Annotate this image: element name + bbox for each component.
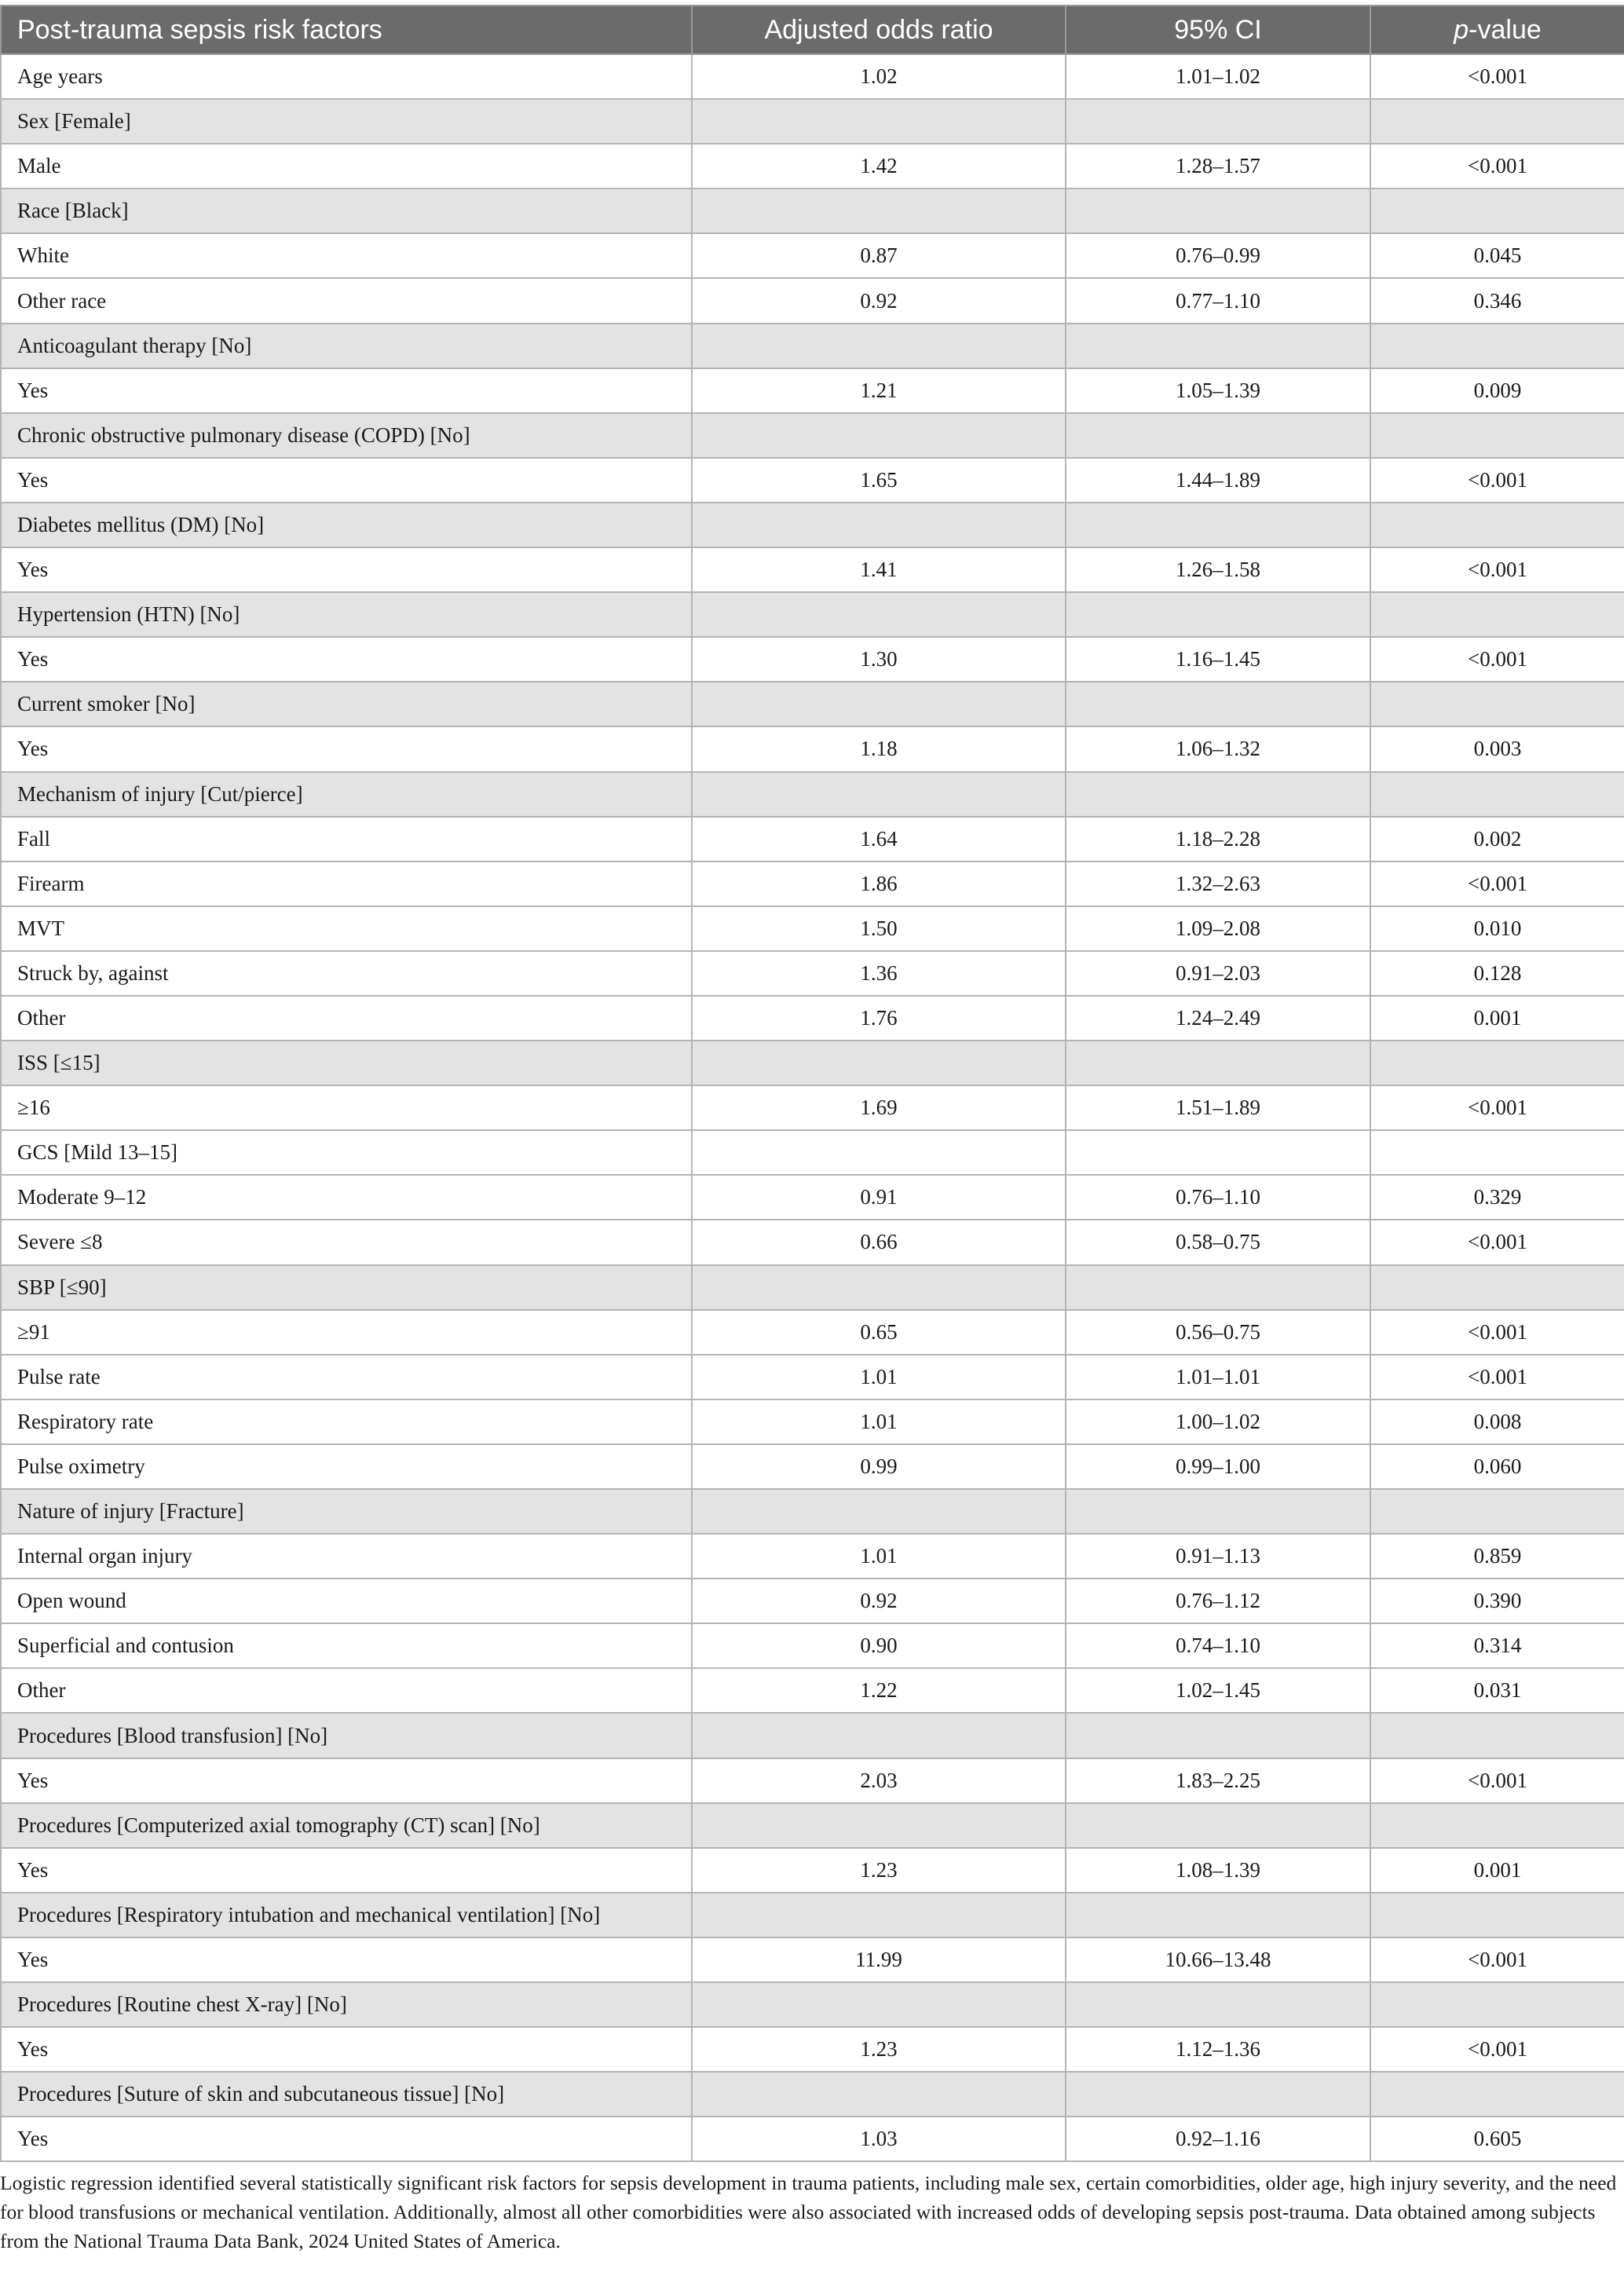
table-group-row bbox=[1, 1489, 1624, 1534]
cell-risk-factor: Pulse oximetry bbox=[1, 1444, 692, 1489]
cell-adjusted-odds-ratio: 0.91 bbox=[692, 1175, 1066, 1220]
cell-adjusted-odds-ratio: 0.90 bbox=[692, 1623, 1066, 1668]
table-group-row bbox=[1, 682, 1624, 726]
cell-risk-factor: Yes bbox=[1, 458, 692, 503]
cell-p-value: 0.031 bbox=[1370, 1668, 1624, 1713]
cell-p-value: <0.001 bbox=[1370, 637, 1624, 682]
cell-adjusted-odds-ratio bbox=[692, 1803, 1066, 1848]
cell-risk-factor: Hypertension (HTN) [No] bbox=[1, 592, 692, 637]
cell-risk-factor: Firearm bbox=[1, 862, 692, 906]
cell-adjusted-odds-ratio bbox=[692, 503, 1066, 547]
cell-adjusted-odds-ratio: 1.23 bbox=[692, 2027, 1066, 2072]
table-row bbox=[1, 54, 1624, 99]
table-row bbox=[1, 817, 1624, 862]
cell-95-ci: 1.18–2.28 bbox=[1066, 817, 1370, 862]
cell-risk-factor: Chronic obstructive pulmonary disease (COPD) [No] bbox=[1, 413, 692, 458]
cell-adjusted-odds-ratio: 1.69 bbox=[692, 1085, 1066, 1130]
cell-95-ci: 10.66–13.48 bbox=[1066, 1937, 1370, 1982]
cell-risk-factor: ≥16 bbox=[1, 1085, 692, 1130]
cell-p-value bbox=[1370, 1713, 1624, 1758]
cell-p-value: <0.001 bbox=[1370, 1355, 1624, 1399]
table-row bbox=[1, 458, 1624, 503]
cell-p-value bbox=[1370, 1803, 1624, 1848]
table-header bbox=[1, 5, 1624, 54]
cell-95-ci: 1.06–1.32 bbox=[1066, 726, 1370, 771]
table-group-row bbox=[1, 99, 1624, 144]
cell-adjusted-odds-ratio: 1.76 bbox=[692, 996, 1066, 1041]
cell-adjusted-odds-ratio bbox=[692, 1130, 1066, 1175]
cell-adjusted-odds-ratio: 1.42 bbox=[692, 144, 1066, 188]
cell-95-ci bbox=[1066, 503, 1370, 547]
cell-95-ci: 1.32–2.63 bbox=[1066, 862, 1370, 906]
table-row bbox=[1, 1758, 1624, 1803]
cell-95-ci bbox=[1066, 1803, 1370, 1848]
cell-adjusted-odds-ratio bbox=[692, 188, 1066, 233]
header-95-ci: 95% CI bbox=[1066, 5, 1370, 54]
cell-p-value bbox=[1370, 1130, 1624, 1175]
cell-risk-factor: Anticoagulant therapy [No] bbox=[1, 324, 692, 368]
cell-adjusted-odds-ratio bbox=[692, 772, 1066, 817]
table-row bbox=[1, 1085, 1624, 1130]
cell-95-ci: 1.83–2.25 bbox=[1066, 1758, 1370, 1803]
table-row bbox=[1, 951, 1624, 996]
cell-adjusted-odds-ratio: 1.01 bbox=[692, 1534, 1066, 1579]
cell-risk-factor: Age years bbox=[1, 54, 692, 99]
cell-p-value: <0.001 bbox=[1370, 144, 1624, 188]
cell-95-ci bbox=[1066, 1489, 1370, 1534]
cell-p-value bbox=[1370, 413, 1624, 458]
cell-risk-factor: Procedures [Suture of skin and subcutaneous tissue] [No] bbox=[1, 2072, 692, 2117]
cell-adjusted-odds-ratio: 0.92 bbox=[692, 278, 1066, 323]
table-group-row bbox=[1, 592, 1624, 637]
table-row bbox=[1, 1623, 1624, 1668]
cell-95-ci: 1.05–1.39 bbox=[1066, 368, 1370, 413]
cell-p-value: <0.001 bbox=[1370, 458, 1624, 503]
table-row bbox=[1, 1355, 1624, 1399]
header-p-value-italic: p bbox=[1454, 14, 1469, 45]
cell-risk-factor: Yes bbox=[1, 726, 692, 771]
table-body bbox=[1, 54, 1624, 2161]
table-group-row bbox=[1, 503, 1624, 547]
cell-95-ci: 1.00–1.02 bbox=[1066, 1399, 1370, 1444]
table-group-row bbox=[1, 1893, 1624, 1937]
cell-p-value: <0.001 bbox=[1370, 1220, 1624, 1264]
cell-95-ci bbox=[1066, 1893, 1370, 1937]
cell-p-value bbox=[1370, 324, 1624, 368]
cell-risk-factor: Yes bbox=[1, 2117, 692, 2161]
header-p-value-rest: -value bbox=[1469, 14, 1542, 45]
cell-risk-factor: Yes bbox=[1, 2027, 692, 2072]
table-row bbox=[1, 726, 1624, 771]
cell-p-value: 0.003 bbox=[1370, 726, 1624, 771]
cell-risk-factor: Yes bbox=[1, 1937, 692, 1982]
cell-p-value bbox=[1370, 1265, 1624, 1310]
cell-risk-factor: Procedures [Routine chest X-ray] [No] bbox=[1, 1982, 692, 2027]
cell-risk-factor: Severe ≤8 bbox=[1, 1220, 692, 1264]
cell-95-ci bbox=[1066, 1265, 1370, 1310]
cell-95-ci bbox=[1066, 1713, 1370, 1758]
cell-adjusted-odds-ratio: 1.01 bbox=[692, 1399, 1066, 1444]
cell-p-value: 0.010 bbox=[1370, 906, 1624, 951]
cell-95-ci: 0.76–1.10 bbox=[1066, 1175, 1370, 1220]
table-row bbox=[1, 1848, 1624, 1893]
cell-adjusted-odds-ratio bbox=[692, 2072, 1066, 2117]
header-p-value bbox=[1370, 5, 1624, 54]
cell-adjusted-odds-ratio bbox=[692, 1041, 1066, 1085]
table-row bbox=[1, 2117, 1624, 2161]
cell-risk-factor: GCS [Mild 13–15] bbox=[1, 1130, 692, 1175]
cell-risk-factor: Procedures [Computerized axial tomography (CT) scan] [No] bbox=[1, 1803, 692, 1848]
table-row bbox=[1, 906, 1624, 951]
table-row bbox=[1, 1130, 1624, 1175]
cell-risk-factor: ≥91 bbox=[1, 1310, 692, 1355]
cell-risk-factor: White bbox=[1, 233, 692, 278]
cell-adjusted-odds-ratio: 1.65 bbox=[692, 458, 1066, 503]
cell-p-value: <0.001 bbox=[1370, 1758, 1624, 1803]
cell-95-ci: 0.77–1.10 bbox=[1066, 278, 1370, 323]
cell-95-ci bbox=[1066, 682, 1370, 726]
table-group-row bbox=[1, 1713, 1624, 1758]
table-group-row bbox=[1, 772, 1624, 817]
cell-risk-factor: Yes bbox=[1, 637, 692, 682]
cell-p-value: 0.128 bbox=[1370, 951, 1624, 996]
cell-p-value bbox=[1370, 2072, 1624, 2117]
cell-p-value: 0.001 bbox=[1370, 996, 1624, 1041]
risk-factor-table bbox=[0, 5, 1624, 2162]
cell-adjusted-odds-ratio: 0.65 bbox=[692, 1310, 1066, 1355]
cell-adjusted-odds-ratio: 1.03 bbox=[692, 2117, 1066, 2161]
cell-p-value bbox=[1370, 1982, 1624, 2027]
table-row bbox=[1, 1444, 1624, 1489]
cell-risk-factor: Yes bbox=[1, 1848, 692, 1893]
cell-risk-factor: Nature of injury [Fracture] bbox=[1, 1489, 692, 1534]
cell-adjusted-odds-ratio bbox=[692, 682, 1066, 726]
cell-p-value bbox=[1370, 772, 1624, 817]
table-row bbox=[1, 144, 1624, 188]
cell-adjusted-odds-ratio: 1.64 bbox=[692, 817, 1066, 862]
cell-adjusted-odds-ratio: 1.41 bbox=[692, 547, 1066, 592]
table-footnote: Logistic regression identified several statistically significant risk factors for sepsis development in trauma patients, including male sex, certain comorbidities, older age, high injury severity, and the need for blood transfusions or mechanical ventilation. Additionally, almost all other comorbidities were also associated with increased odds of developing sepsis post-trauma. Data obtained among subjects from the National Trauma Data Bank, 2024 United States of America. bbox=[0, 2171, 1617, 2252]
cell-risk-factor: Moderate 9–12 bbox=[1, 1175, 692, 1220]
cell-p-value: 0.001 bbox=[1370, 1848, 1624, 1893]
cell-adjusted-odds-ratio: 0.87 bbox=[692, 233, 1066, 278]
cell-95-ci bbox=[1066, 1041, 1370, 1085]
cell-p-value bbox=[1370, 592, 1624, 637]
cell-adjusted-odds-ratio: 0.92 bbox=[692, 1579, 1066, 1623]
table-group-row bbox=[1, 2072, 1624, 2117]
cell-adjusted-odds-ratio bbox=[692, 1489, 1066, 1534]
cell-95-ci: 0.99–1.00 bbox=[1066, 1444, 1370, 1489]
cell-risk-factor: ISS [≤15] bbox=[1, 1041, 692, 1085]
cell-adjusted-odds-ratio: 11.99 bbox=[692, 1937, 1066, 1982]
cell-adjusted-odds-ratio: 0.99 bbox=[692, 1444, 1066, 1489]
table-row bbox=[1, 1937, 1624, 1982]
table-group-row bbox=[1, 1265, 1624, 1310]
cell-p-value bbox=[1370, 682, 1624, 726]
cell-p-value: <0.001 bbox=[1370, 862, 1624, 906]
cell-95-ci: 0.76–1.12 bbox=[1066, 1579, 1370, 1623]
table-group-row bbox=[1, 324, 1624, 368]
cell-adjusted-odds-ratio: 1.23 bbox=[692, 1848, 1066, 1893]
cell-adjusted-odds-ratio: 1.22 bbox=[692, 1668, 1066, 1713]
cell-risk-factor: Other bbox=[1, 1668, 692, 1713]
table-row bbox=[1, 862, 1624, 906]
cell-risk-factor: Procedures [Blood transfusion] [No] bbox=[1, 1713, 692, 1758]
cell-p-value: 0.605 bbox=[1370, 2117, 1624, 2161]
cell-risk-factor: Respiratory rate bbox=[1, 1399, 692, 1444]
cell-p-value bbox=[1370, 188, 1624, 233]
cell-adjusted-odds-ratio: 1.18 bbox=[692, 726, 1066, 771]
cell-95-ci: 0.76–0.99 bbox=[1066, 233, 1370, 278]
cell-adjusted-odds-ratio: 1.02 bbox=[692, 54, 1066, 99]
cell-adjusted-odds-ratio bbox=[692, 1982, 1066, 2027]
table-row bbox=[1, 637, 1624, 682]
cell-95-ci bbox=[1066, 772, 1370, 817]
cell-95-ci: 0.92–1.16 bbox=[1066, 2117, 1370, 2161]
table-group-row bbox=[1, 1982, 1624, 2027]
cell-risk-factor: Fall bbox=[1, 817, 692, 862]
cell-adjusted-odds-ratio bbox=[692, 592, 1066, 637]
cell-95-ci bbox=[1066, 188, 1370, 233]
cell-risk-factor: Procedures [Respiratory intubation and mechanical ventilation] [No] bbox=[1, 1893, 692, 1937]
cell-adjusted-odds-ratio bbox=[692, 1265, 1066, 1310]
cell-adjusted-odds-ratio: 1.86 bbox=[692, 862, 1066, 906]
cell-95-ci: 0.58–0.75 bbox=[1066, 1220, 1370, 1264]
cell-95-ci: 1.08–1.39 bbox=[1066, 1848, 1370, 1893]
cell-95-ci: 0.91–1.13 bbox=[1066, 1534, 1370, 1579]
table-row bbox=[1, 1668, 1624, 1713]
cell-95-ci: 0.91–2.03 bbox=[1066, 951, 1370, 996]
cell-risk-factor: Struck by, against bbox=[1, 951, 692, 996]
cell-risk-factor: Superficial and contusion bbox=[1, 1623, 692, 1668]
cell-risk-factor: Internal organ injury bbox=[1, 1534, 692, 1579]
cell-adjusted-odds-ratio: 0.66 bbox=[692, 1220, 1066, 1264]
cell-95-ci bbox=[1066, 1130, 1370, 1175]
cell-adjusted-odds-ratio: 1.01 bbox=[692, 1355, 1066, 1399]
cell-risk-factor: Race [Black] bbox=[1, 188, 692, 233]
cell-95-ci: 1.51–1.89 bbox=[1066, 1085, 1370, 1130]
table-row bbox=[1, 1579, 1624, 1623]
header-risk-factors: Post-trauma sepsis risk factors bbox=[1, 5, 692, 54]
cell-risk-factor: Other race bbox=[1, 278, 692, 323]
header-adjusted-odds-ratio: Adjusted odds ratio bbox=[692, 5, 1066, 54]
cell-95-ci bbox=[1066, 2072, 1370, 2117]
cell-95-ci: 1.16–1.45 bbox=[1066, 637, 1370, 682]
cell-95-ci: 0.74–1.10 bbox=[1066, 1623, 1370, 1668]
cell-adjusted-odds-ratio: 1.50 bbox=[692, 906, 1066, 951]
cell-risk-factor: Pulse rate bbox=[1, 1355, 692, 1399]
table-row bbox=[1, 1534, 1624, 1579]
table-group-row bbox=[1, 413, 1624, 458]
cell-95-ci: 1.02–1.45 bbox=[1066, 1668, 1370, 1713]
cell-p-value: 0.314 bbox=[1370, 1623, 1624, 1668]
header-row bbox=[1, 5, 1624, 54]
cell-p-value: 0.390 bbox=[1370, 1579, 1624, 1623]
table-row bbox=[1, 1220, 1624, 1264]
cell-risk-factor: Yes bbox=[1, 1758, 692, 1803]
table-row bbox=[1, 547, 1624, 592]
cell-95-ci bbox=[1066, 324, 1370, 368]
cell-risk-factor: Mechanism of injury [Cut/pierce] bbox=[1, 772, 692, 817]
cell-95-ci bbox=[1066, 1982, 1370, 2027]
cell-p-value bbox=[1370, 503, 1624, 547]
cell-risk-factor: Current smoker [No] bbox=[1, 682, 692, 726]
cell-95-ci: 0.56–0.75 bbox=[1066, 1310, 1370, 1355]
cell-p-value bbox=[1370, 1489, 1624, 1534]
cell-risk-factor: SBP [≤90] bbox=[1, 1265, 692, 1310]
cell-adjusted-odds-ratio: 1.30 bbox=[692, 637, 1066, 682]
cell-p-value: <0.001 bbox=[1370, 54, 1624, 99]
cell-95-ci: 1.24–2.49 bbox=[1066, 996, 1370, 1041]
table-row bbox=[1, 2027, 1624, 2072]
risk-factor-table-container bbox=[0, 5, 1624, 2162]
cell-risk-factor: MVT bbox=[1, 906, 692, 951]
cell-adjusted-odds-ratio bbox=[692, 99, 1066, 144]
table-row bbox=[1, 278, 1624, 323]
cell-p-value bbox=[1370, 1893, 1624, 1937]
table-row bbox=[1, 1310, 1624, 1355]
cell-adjusted-odds-ratio bbox=[692, 1893, 1066, 1937]
cell-95-ci: 1.44–1.89 bbox=[1066, 458, 1370, 503]
table-group-row bbox=[1, 188, 1624, 233]
cell-risk-factor: Diabetes mellitus (DM) [No] bbox=[1, 503, 692, 547]
table-row bbox=[1, 996, 1624, 1041]
cell-risk-factor: Yes bbox=[1, 547, 692, 592]
cell-95-ci: 1.26–1.58 bbox=[1066, 547, 1370, 592]
table-group-row bbox=[1, 1803, 1624, 1848]
table-row bbox=[1, 368, 1624, 413]
cell-p-value: <0.001 bbox=[1370, 1937, 1624, 1982]
table-row bbox=[1, 233, 1624, 278]
cell-adjusted-odds-ratio bbox=[692, 1713, 1066, 1758]
cell-p-value: <0.001 bbox=[1370, 2027, 1624, 2072]
cell-adjusted-odds-ratio: 2.03 bbox=[692, 1758, 1066, 1803]
cell-p-value: <0.001 bbox=[1370, 1085, 1624, 1130]
cell-p-value bbox=[1370, 1041, 1624, 1085]
cell-p-value: 0.060 bbox=[1370, 1444, 1624, 1489]
cell-p-value: 0.002 bbox=[1370, 817, 1624, 862]
cell-p-value bbox=[1370, 99, 1624, 144]
table-row bbox=[1, 1175, 1624, 1220]
cell-risk-factor: Open wound bbox=[1, 1579, 692, 1623]
cell-95-ci: 1.01–1.02 bbox=[1066, 54, 1370, 99]
cell-95-ci: 1.28–1.57 bbox=[1066, 144, 1370, 188]
cell-p-value: 0.329 bbox=[1370, 1175, 1624, 1220]
cell-95-ci: 1.01–1.01 bbox=[1066, 1355, 1370, 1399]
cell-95-ci bbox=[1066, 592, 1370, 637]
cell-95-ci: 1.09–2.08 bbox=[1066, 906, 1370, 951]
cell-p-value: 0.008 bbox=[1370, 1399, 1624, 1444]
cell-risk-factor: Sex [Female] bbox=[1, 99, 692, 144]
cell-adjusted-odds-ratio bbox=[692, 324, 1066, 368]
cell-risk-factor: Male bbox=[1, 144, 692, 188]
cell-p-value: 0.346 bbox=[1370, 278, 1624, 323]
cell-risk-factor: Other bbox=[1, 996, 692, 1041]
cell-p-value: <0.001 bbox=[1370, 547, 1624, 592]
cell-adjusted-odds-ratio: 1.36 bbox=[692, 951, 1066, 996]
table-row bbox=[1, 1399, 1624, 1444]
cell-adjusted-odds-ratio bbox=[692, 413, 1066, 458]
cell-95-ci bbox=[1066, 99, 1370, 144]
cell-adjusted-odds-ratio: 1.21 bbox=[692, 368, 1066, 413]
cell-p-value: 0.859 bbox=[1370, 1534, 1624, 1579]
cell-95-ci: 1.12–1.36 bbox=[1066, 2027, 1370, 2072]
cell-p-value: 0.009 bbox=[1370, 368, 1624, 413]
cell-p-value: <0.001 bbox=[1370, 1310, 1624, 1355]
cell-95-ci bbox=[1066, 413, 1370, 458]
cell-p-value: 0.045 bbox=[1370, 233, 1624, 278]
cell-risk-factor: Yes bbox=[1, 368, 692, 413]
table-group-row bbox=[1, 1041, 1624, 1085]
